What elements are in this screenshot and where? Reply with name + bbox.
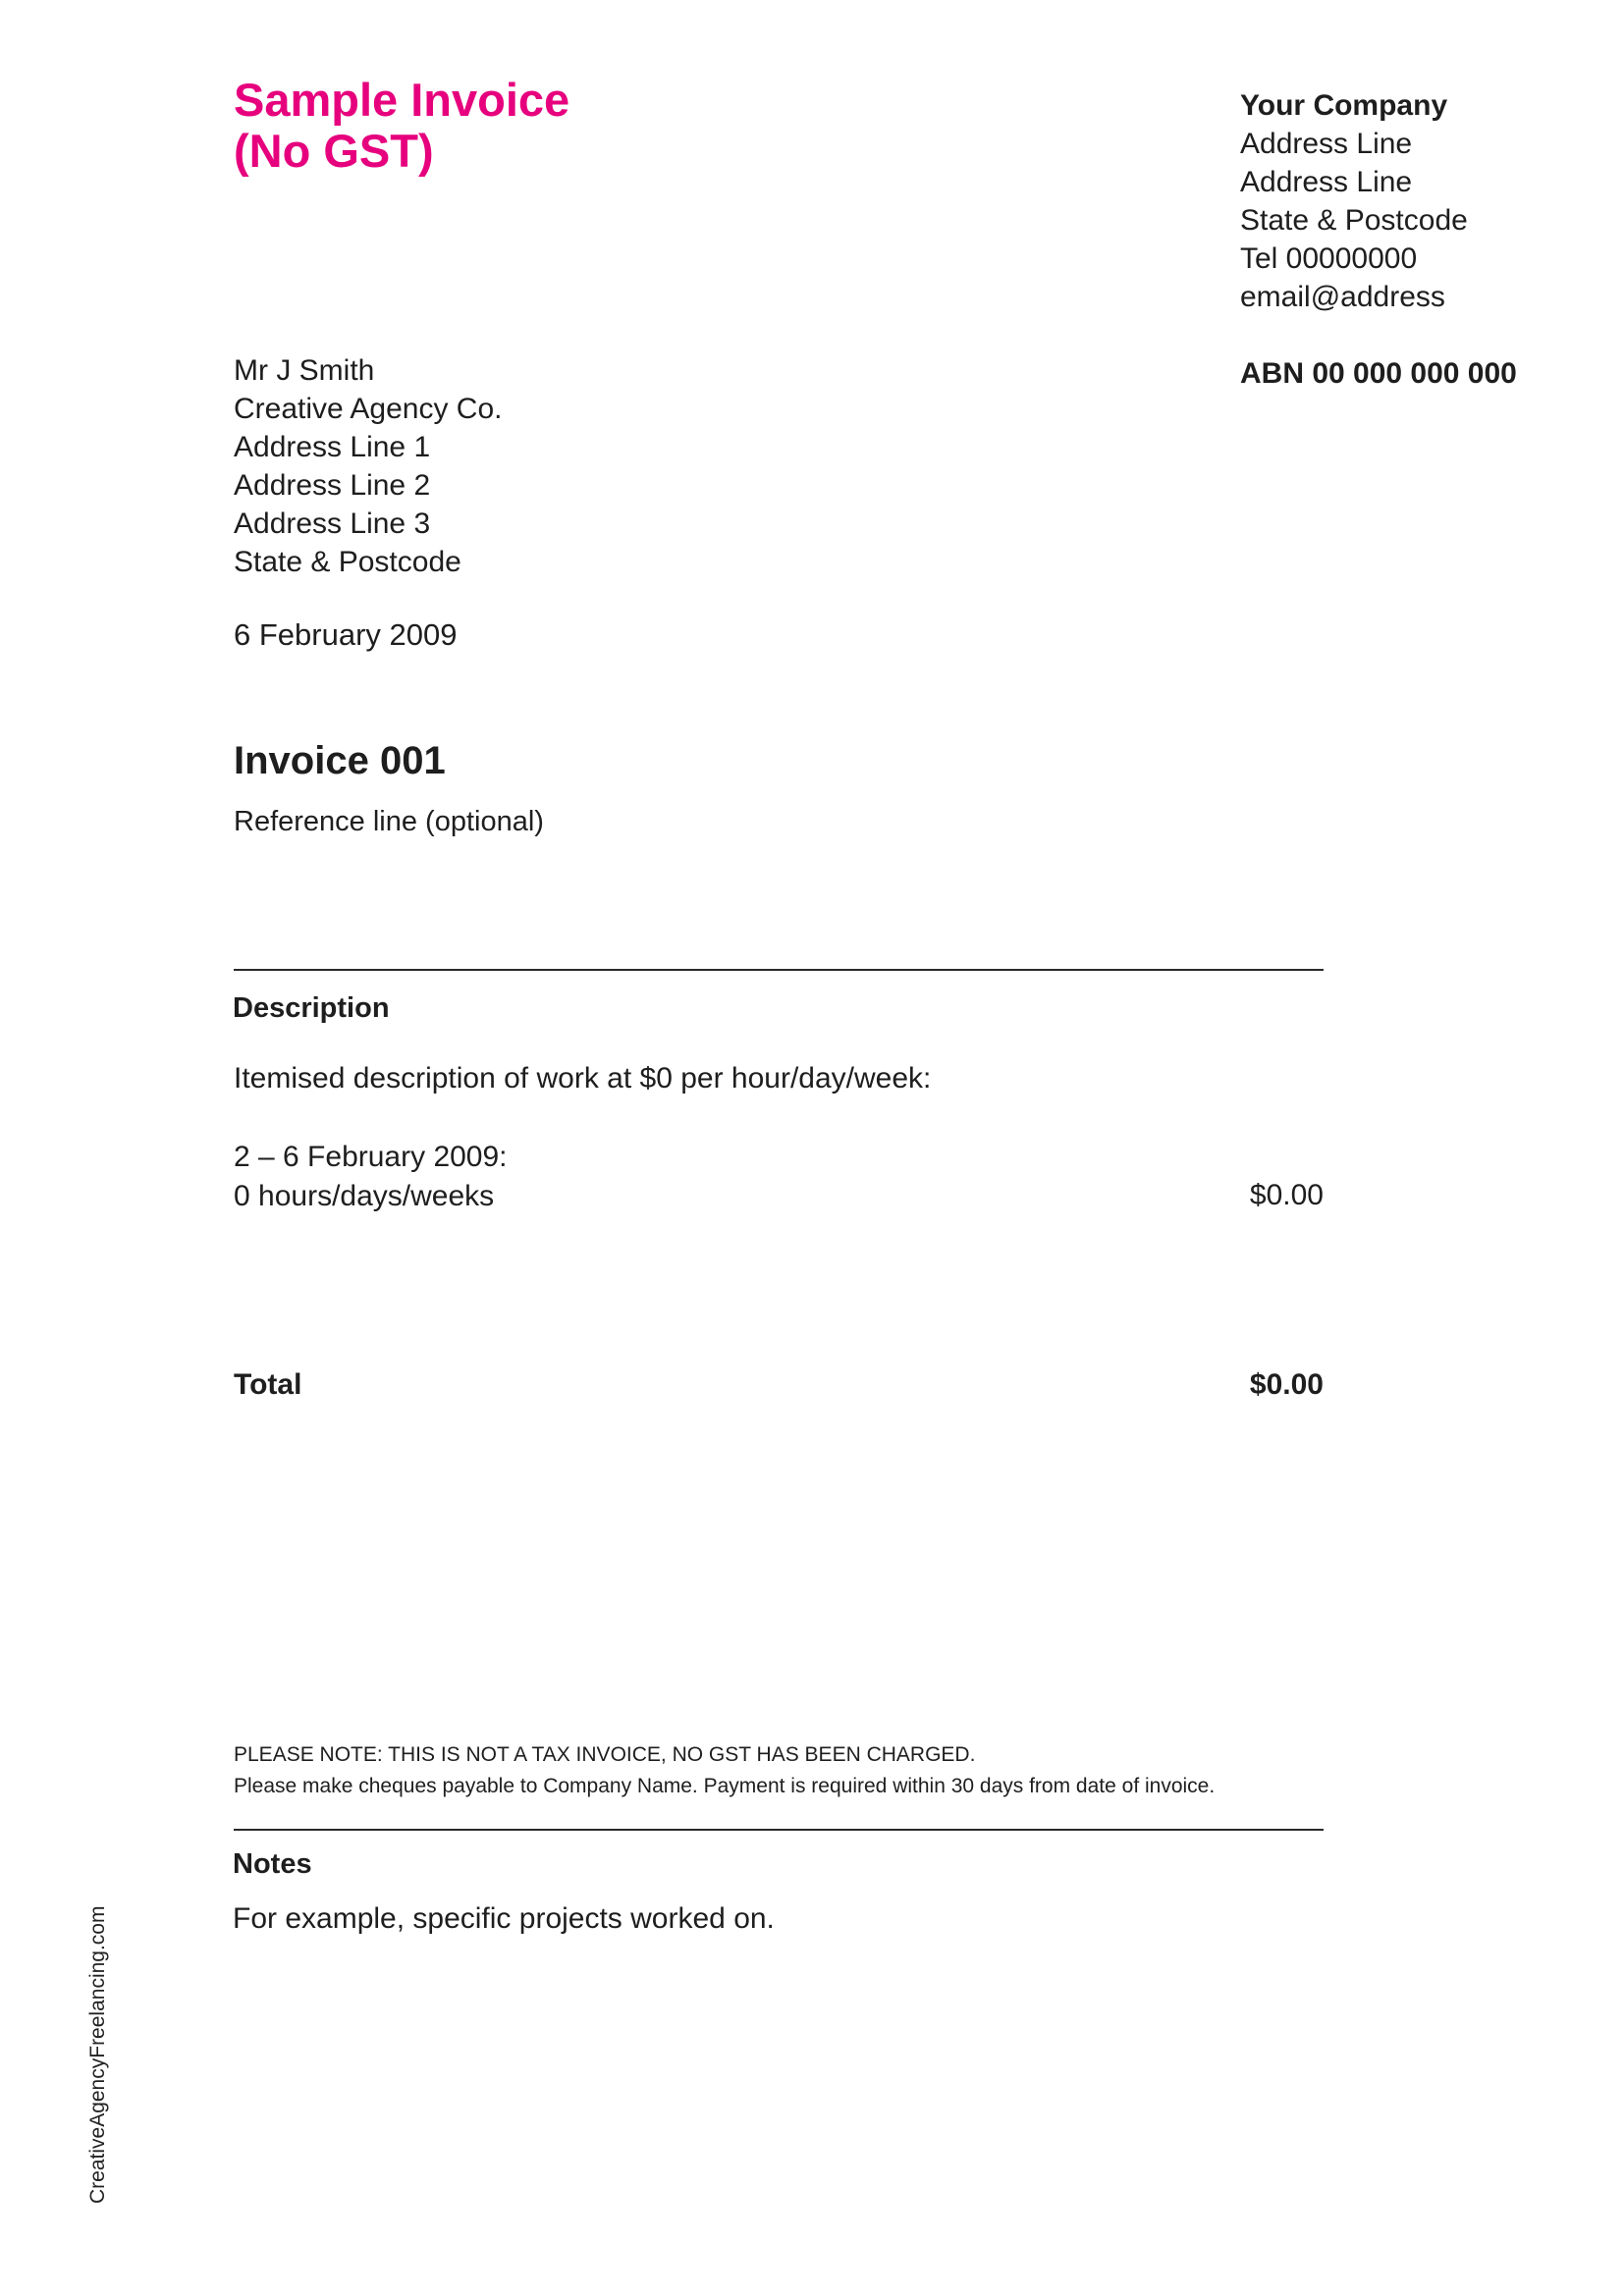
line-item-amount: $0.00 bbox=[1249, 1179, 1324, 1211]
total-amount: $0.00 bbox=[1249, 1368, 1324, 1401]
notes-heading: Notes bbox=[233, 1848, 312, 1880]
total-label: Total bbox=[234, 1368, 302, 1401]
invoice-number: Invoice 001 bbox=[234, 739, 446, 782]
sender-tel: Tel 00000000 bbox=[1240, 242, 1418, 275]
gst-notice: PLEASE NOTE: THIS IS NOT A TAX INVOICE, NO GST HAS BEEN CHARGED. bbox=[234, 1743, 976, 1766]
sender-email: email@address bbox=[1240, 281, 1445, 313]
recipient-name: Mr J Smith bbox=[234, 354, 375, 387]
invoice-date: 6 February 2009 bbox=[234, 617, 458, 652]
side-watermark: CreativeAgencyFreelancing.com bbox=[86, 1905, 109, 2204]
notes-text: For example, specific projects worked on. bbox=[233, 1902, 775, 1935]
invoice-title bbox=[234, 75, 569, 177]
line-item-period: 2 – 6 February 2009: bbox=[234, 1141, 508, 1173]
divider-description bbox=[234, 969, 1324, 971]
sender-abn: ABN 00 000 000 000 bbox=[1240, 357, 1517, 390]
sender-name: Your Company bbox=[1240, 89, 1448, 122]
recipient-company: Creative Agency Co. bbox=[234, 393, 503, 425]
sender-state-postcode: State & Postcode bbox=[1240, 204, 1468, 237]
sender-block bbox=[1240, 86, 1468, 316]
description-intro: Itemised description of work at $0 per hour/day/week: bbox=[234, 1062, 932, 1095]
recipient-block bbox=[234, 351, 502, 581]
invoice-reference: Reference line (optional) bbox=[234, 806, 544, 837]
line-item-quantity: 0 hours/days/weeks bbox=[234, 1180, 495, 1212]
title-line-1: Sample Invoice bbox=[234, 74, 570, 126]
title-line-2: (No GST) bbox=[234, 125, 434, 177]
recipient-address-line-3: Address Line 3 bbox=[234, 507, 431, 540]
payment-terms: Please make cheques payable to Company Name. Payment is required within 30 days from date of invoice. bbox=[234, 1775, 1216, 1797]
recipient-state-postcode: State & Postcode bbox=[234, 546, 461, 578]
divider-notes bbox=[234, 1829, 1324, 1831]
sender-address-line-1: Address Line bbox=[1240, 128, 1413, 160]
recipient-address-line-2: Address Line 2 bbox=[234, 469, 431, 502]
sender-address-line-2: Address Line bbox=[1240, 166, 1413, 198]
description-heading: Description bbox=[233, 992, 390, 1024]
recipient-address-line-1: Address Line 1 bbox=[234, 431, 431, 463]
